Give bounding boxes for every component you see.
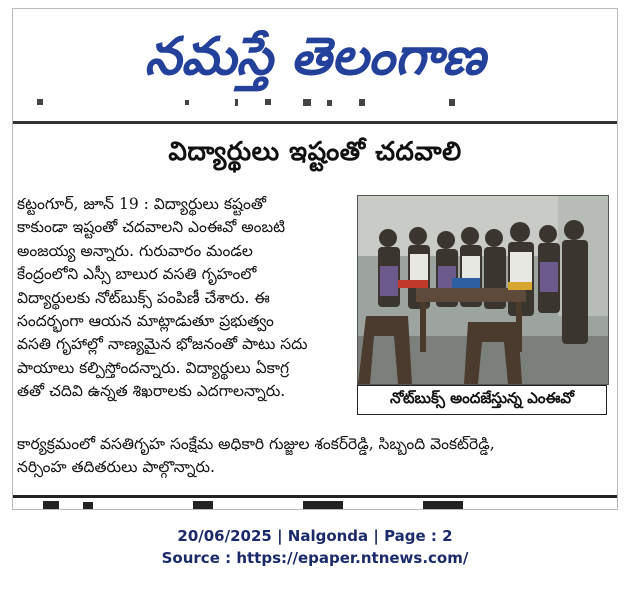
article-column <box>17 193 355 404</box>
article-line: అంజయ్య అన్నారు. గురువారం మండల <box>17 241 253 260</box>
article-headline: విద్యార్థులు ఇష్టంతో చదవాలి <box>168 137 462 167</box>
newspaper-clipping <box>12 8 618 510</box>
article-line: వసతి గృహాల్లో నాణ్యమైన భోజనంతో పాటు సదు <box>17 335 308 354</box>
article-line: సందర్భంగా ఆయన మాట్లాడుతూ ప్రభుత్వం <box>17 312 274 331</box>
masthead <box>13 9 617 95</box>
source-link[interactable]: Source : https://epaper.ntnews.com/ <box>161 549 469 567</box>
article-line: నర్సింహ తదితరులు పాల్గొన్నారు. <box>17 458 215 477</box>
article-line: కాకుండా ఇష్టంతో చదవాలని ఎంఈవో అంబటి <box>17 218 286 237</box>
article-photo <box>357 195 609 385</box>
article-line: తతో చదివి ఉన్నత శిఖరాలకు ఎదగాలన్నారు. <box>17 382 286 401</box>
edition-info: 20/06/2025 | Nalgonda | Page : 2 <box>177 527 453 545</box>
article-line: పాయాలు కల్పిస్తోందన్నారు. విద్యార్థులు ఏకాగ్ర <box>17 358 290 377</box>
article-bottom-rule <box>13 495 617 498</box>
headline-top-rule <box>13 121 617 124</box>
masthead-logo <box>105 12 525 92</box>
article-full-width <box>17 433 613 480</box>
photo-caption: నోట్‌బుక్స్ అందజేస్తున్న ఎంఈవో <box>357 385 607 415</box>
cut-text-remnant <box>35 97 595 107</box>
article-line: కట్టంగూర్, జూన్ 19 : విద్యార్థులు కష్టంతో <box>17 195 266 213</box>
article-line: కేంద్రంలోని ఎస్సీ బాలుర వసతి గృహంలో <box>17 265 257 284</box>
article-line: విద్యార్థులకు నోట్‌బుక్స్ పంపిణీ చేశారు. ఈ <box>17 288 270 307</box>
next-article-remnant <box>43 500 563 509</box>
masthead-title: నమస్తే తెలంగాణ <box>144 27 486 87</box>
article-line: కార్యక్రమంలో వసతిగృహ సంక్షేమ అధికారి గుజ్జుల శంకర్‌రెడ్డి, సిబ్బంది వెంకట్‌రెడ్డి, <box>17 435 495 453</box>
